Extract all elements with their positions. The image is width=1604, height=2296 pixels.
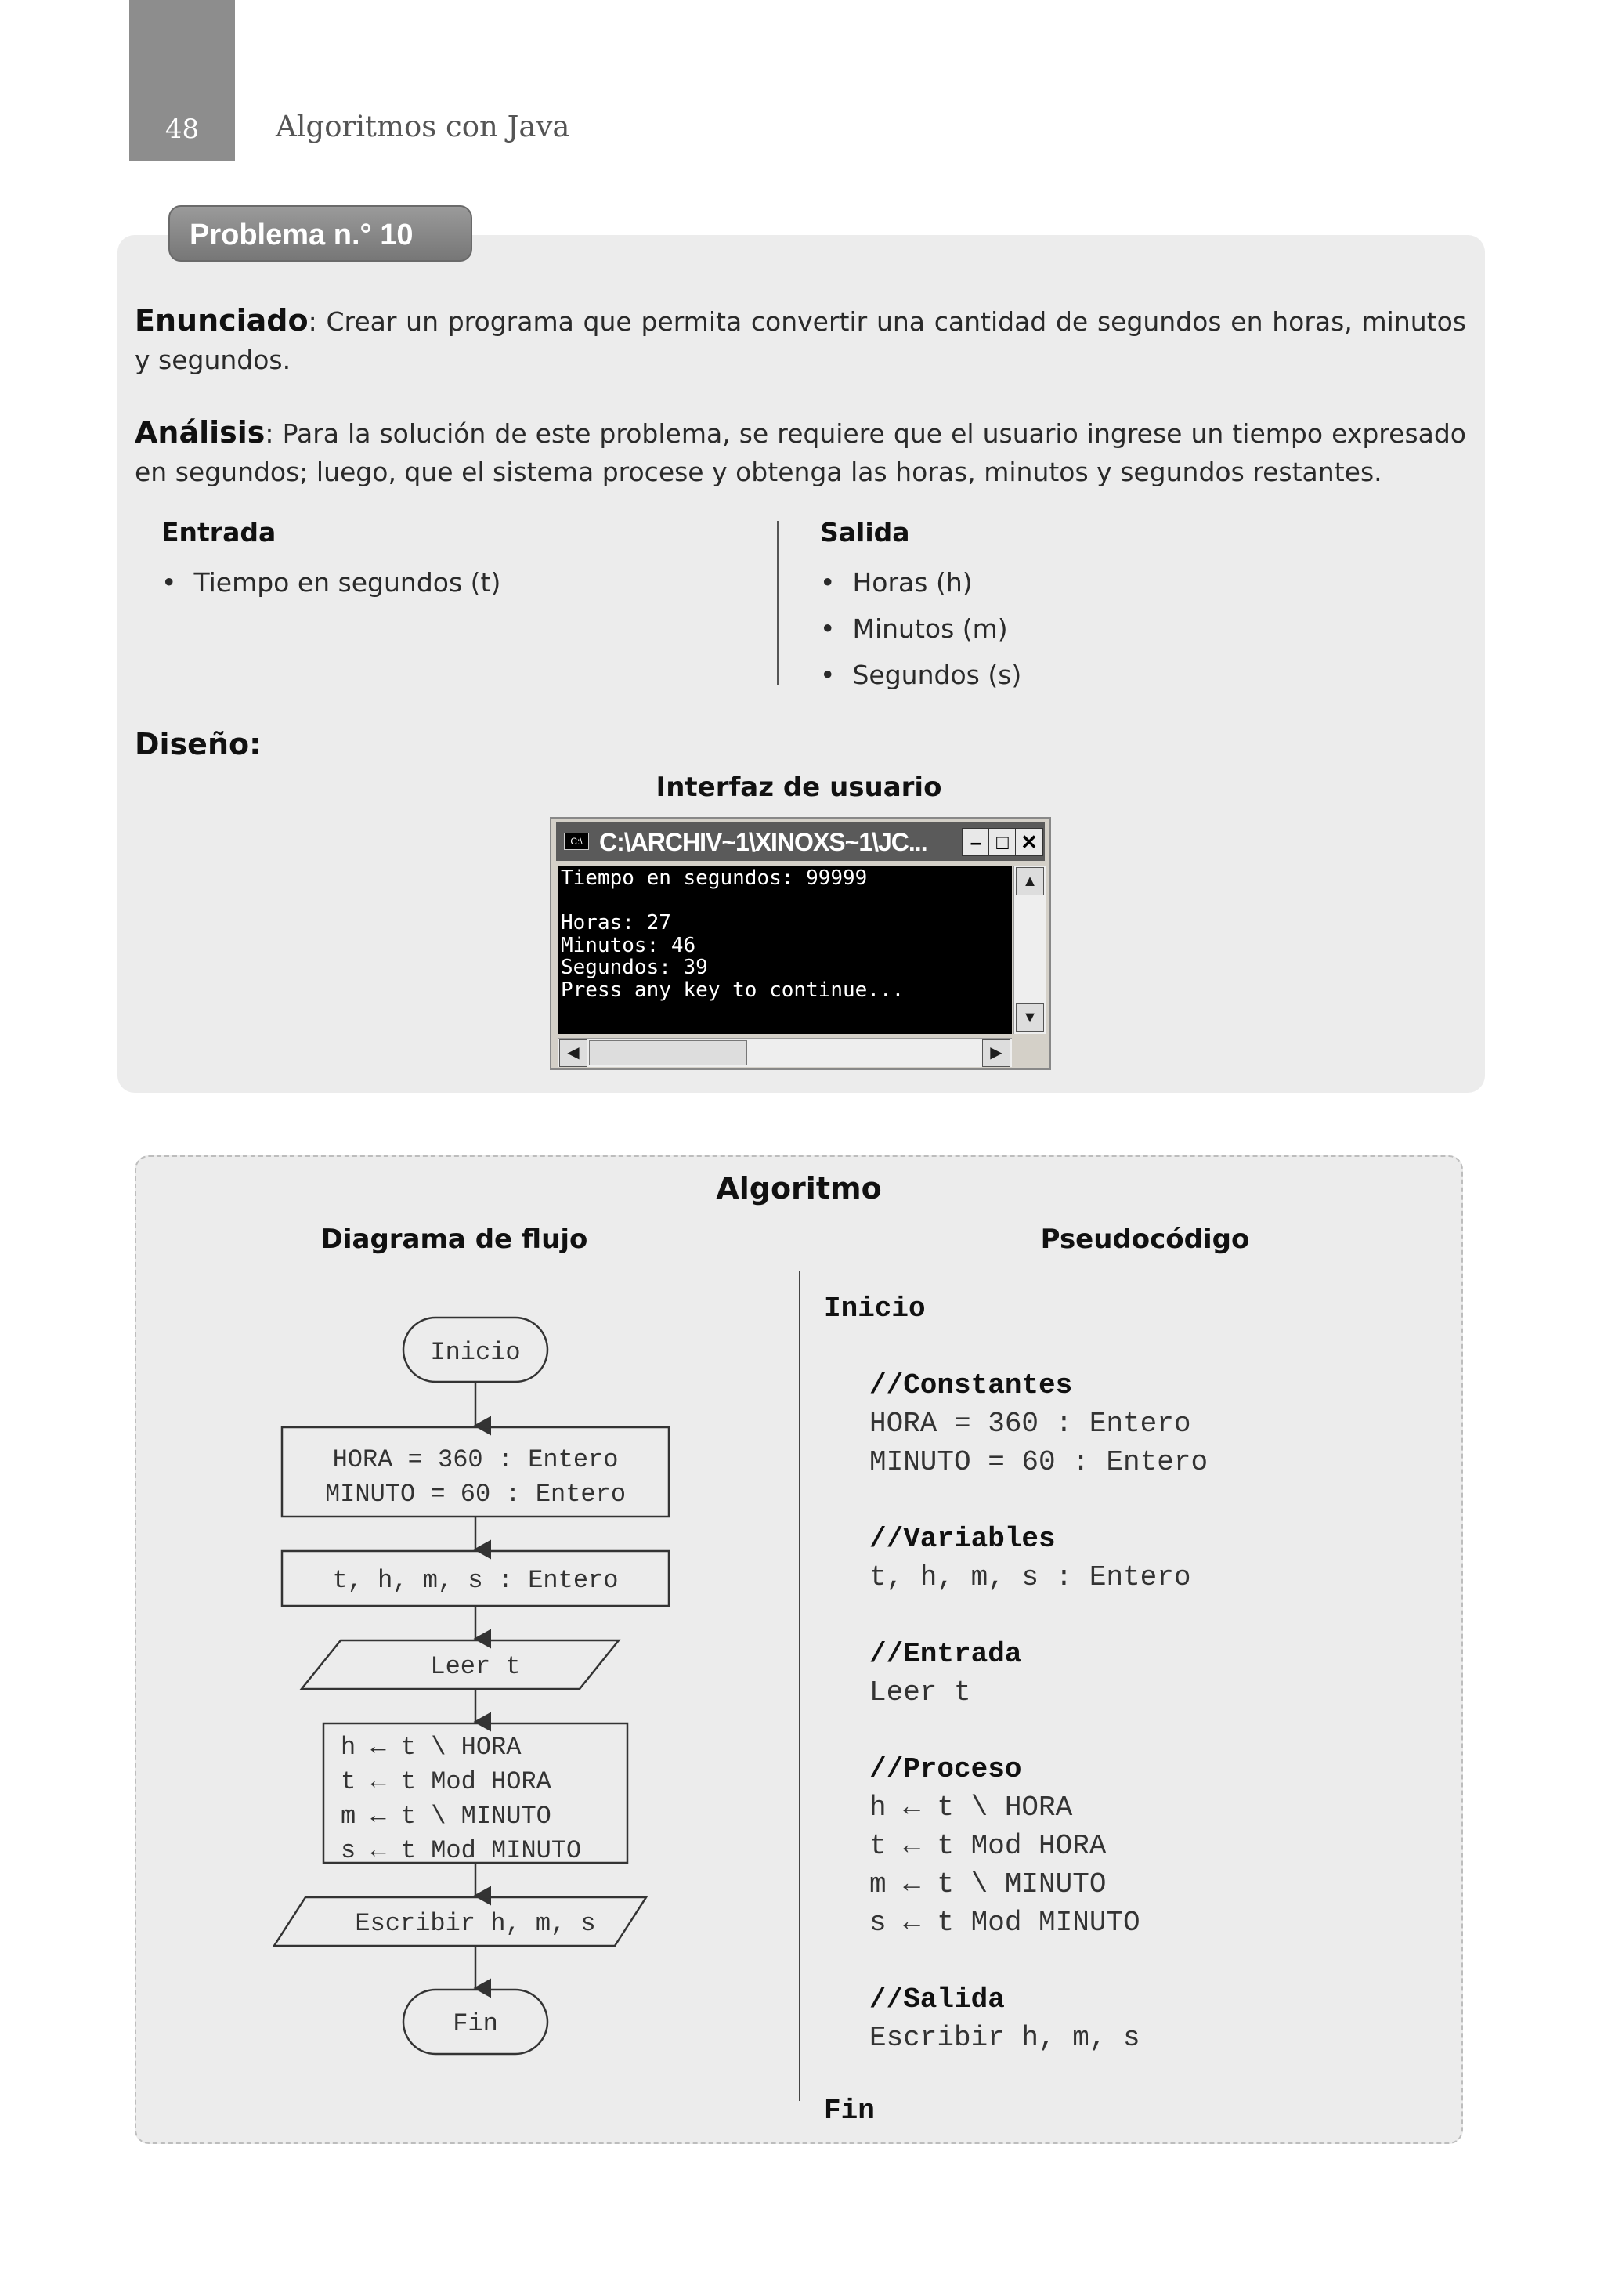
entrada-list xyxy=(161,559,500,606)
pseudo-comment-proceso: //Proceso xyxy=(869,1753,1022,1785)
analisis-paragraph xyxy=(135,414,1466,491)
pseudo-comment-variables: //Variables xyxy=(869,1523,1056,1555)
console-icon: C:\ xyxy=(564,833,589,850)
minimize-button[interactable]: – xyxy=(962,828,990,856)
pseudo-write: Escribir h, m, s xyxy=(869,2022,1140,2054)
flow-const1: HORA = 360 : Entero xyxy=(332,1445,619,1474)
console-titlebar[interactable] xyxy=(556,822,1045,861)
pseudo-comment-constantes: //Constantes xyxy=(869,1369,1073,1401)
flow-p3: m ← t \ MINUTO xyxy=(341,1802,551,1831)
pseudo-const2: MINUTO = 60 : Entero xyxy=(869,1446,1208,1478)
flow-p1: h ← t \ HORA xyxy=(341,1733,522,1762)
pseudocode-title: Pseudocódigo xyxy=(1040,1224,1250,1255)
flowchart-title: Diagrama de flujo xyxy=(320,1224,588,1255)
column-divider xyxy=(777,521,779,685)
flow-const2: MINUTO = 60 : Entero xyxy=(324,1480,627,1509)
algorithm-divider xyxy=(799,1271,800,2101)
close-button[interactable]: ✕ xyxy=(1015,828,1043,856)
page-number: 48 xyxy=(164,114,200,145)
pseudo-p4: s ← t Mod MINUTO xyxy=(869,1907,1140,1939)
salida-title: Salida xyxy=(820,517,910,548)
flowchart xyxy=(266,1316,689,2068)
maximize-button[interactable]: □ xyxy=(988,828,1017,856)
console-output xyxy=(558,866,1012,1034)
scroll-down-icon[interactable]: ▼ xyxy=(1016,1003,1044,1032)
diseno-heading: Diseño: xyxy=(135,727,262,761)
salida-item: • Segundos (s) xyxy=(820,652,1021,698)
pseudo-comment-salida: //Salida xyxy=(869,1983,1005,2016)
pseudo-p3: m ← t \ MINUTO xyxy=(869,1868,1107,1900)
pseudo-inicio: Inicio xyxy=(824,1293,926,1325)
pseudo-vars: t, h, m, s : Entero xyxy=(869,1561,1191,1593)
console-line: Tiempo en segundos: 99999 xyxy=(561,866,868,890)
pseudo-const1: HORA = 360 : Entero xyxy=(869,1408,1191,1440)
ui-title: Interfaz de usuario xyxy=(656,772,942,803)
enunciado-paragraph xyxy=(135,302,1466,379)
salida-item: • Horas (h) xyxy=(820,559,1021,606)
pseudo-comment-entrada: //Entrada xyxy=(869,1638,1022,1670)
console-line: Segundos: 39 xyxy=(561,956,708,979)
analisis-text: : Para la solución de este problema, se requiere que el usuario ingrese un tiempo expresado en segundos; luego, que el sistema procese y obtenga las horas, minutos y segundos restantes. xyxy=(135,418,1466,487)
pseudo-p1: h ← t \ HORA xyxy=(869,1792,1073,1824)
flow-p4: s ← t Mod MINUTO xyxy=(341,1836,582,1865)
analisis-label: Análisis xyxy=(135,415,266,450)
enunciado-label: Enunciado xyxy=(135,303,309,338)
pseudo-p2: t ← t Mod HORA xyxy=(869,1830,1107,1862)
vertical-scrollbar[interactable] xyxy=(1013,866,1046,1034)
algorithm-title: Algoritmo xyxy=(716,1171,882,1206)
console-line: Horas: 27 xyxy=(561,911,671,935)
flow-start-label: Inicio xyxy=(430,1338,521,1367)
salida-item: • Minutos (m) xyxy=(820,606,1021,652)
entrada-item: • Tiempo en segundos (t) xyxy=(161,559,500,606)
salida-list xyxy=(820,559,1021,698)
console-line xyxy=(561,890,1009,913)
entrada-title: Entrada xyxy=(161,517,276,548)
flow-p2: t ← t Mod HORA xyxy=(341,1767,551,1796)
flow-write: Escribir h, m, s xyxy=(355,1909,596,1938)
scroll-right-icon[interactable]: ▶ xyxy=(982,1039,1010,1067)
flow-vars: t, h, m, s : Entero xyxy=(332,1566,619,1595)
scroll-up-icon[interactable]: ▲ xyxy=(1016,867,1044,895)
console-line: Minutos: 46 xyxy=(561,933,696,957)
pseudo-read: Leer t xyxy=(869,1676,971,1708)
console-line: Press any key to continue... xyxy=(561,978,905,1002)
console-window xyxy=(550,817,1051,1070)
flow-end-label: Fin xyxy=(453,2009,498,2038)
scroll-thumb[interactable] xyxy=(589,1040,747,1065)
enunciado-text: : Crear un programa que permita convertir una cantidad de segundos en horas, minutos y segundos. xyxy=(135,306,1466,375)
problem-label: Problema n.° 10 xyxy=(168,205,472,262)
console-title: C:\ARCHIV~1\XINOXS~1\JC... xyxy=(599,828,927,856)
pseudo-fin: Fin xyxy=(824,2095,875,2127)
horizontal-scrollbar[interactable] xyxy=(558,1038,1012,1067)
flow-read: Leer t xyxy=(430,1652,521,1681)
scroll-left-icon[interactable]: ◀ xyxy=(559,1039,587,1067)
book-title: Algoritmos con Java xyxy=(276,110,570,143)
